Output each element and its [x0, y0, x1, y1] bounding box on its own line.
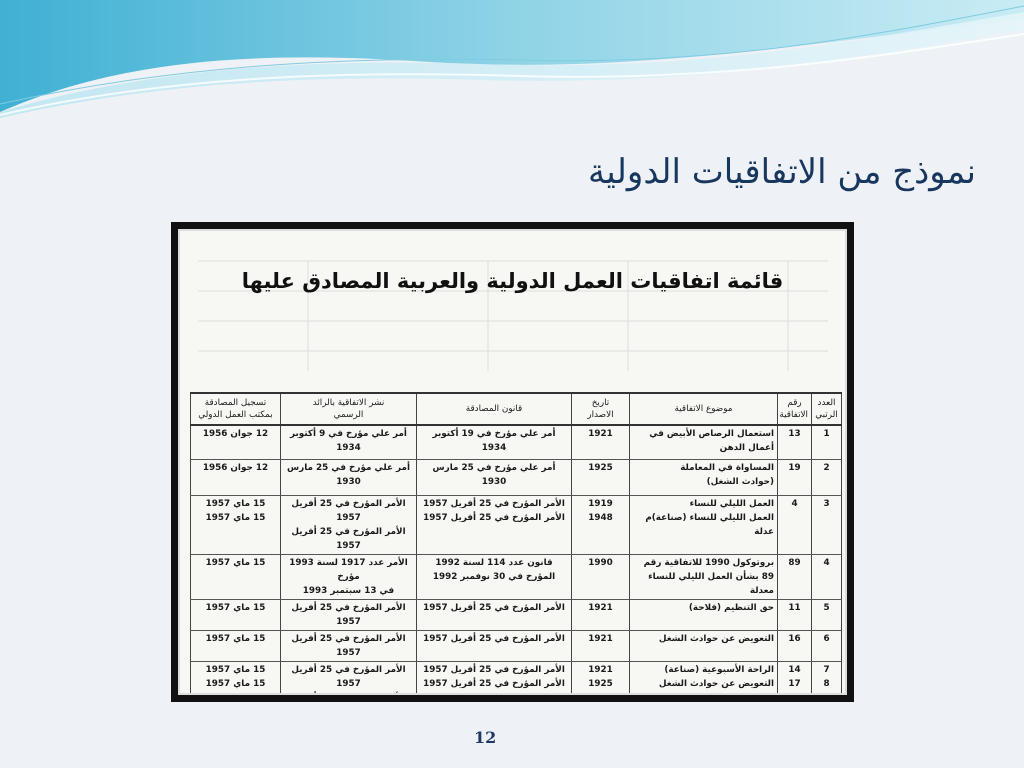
header-issue-date: تاريخ الاصدار — [572, 393, 630, 425]
cell-publication: أمر علي مؤرخ في 9 أكتوبر 1934 — [281, 425, 417, 459]
cell-convention: 11 — [778, 599, 812, 630]
cell-publication: الأمر المؤرخ في 25 أفريل 1957 — [281, 661, 417, 695]
cell-convention: 14 17 — [778, 661, 812, 695]
table-row — [191, 495, 842, 554]
cell-publication: أمر علي مؤرخ في 25 مارس 1930 — [281, 459, 417, 495]
cell-subject: حق التنظيم (فلاحة) — [630, 599, 778, 630]
cell-registration: 15 ماي 1957 — [191, 630, 281, 661]
cell-subject: المساواة في المعاملة (حوادث الشغل) — [630, 459, 778, 495]
cell-serial: 5 — [812, 599, 842, 630]
cell-law: الأمر المؤرخ في 25 أفريل 1957 — [417, 599, 572, 630]
header-registration: تسجيل المصادقة بمكتب العمل الدولي — [191, 393, 281, 425]
cell-subject: العمل الليلي للنساء العمل الليلي للنساء (صناعة)م عدلة — [630, 495, 778, 554]
cell-convention: 89 — [778, 554, 812, 599]
cell-publication: الأمر عدد 1917 لسنة 1993 مؤرخ في 13 سبتمبر 1993 — [281, 554, 417, 599]
cell-serial: 4 — [812, 554, 842, 599]
document-title: قائمة اتفاقيات العمل الدولية والعربية المصادق عليها — [241, 269, 784, 293]
slide-title: نموذج من الاتفاقيات الدولية — [588, 152, 976, 192]
cell-registration: 15 ماي 1957 15 ماي 1957 — [191, 495, 281, 554]
table-row — [191, 661, 842, 695]
table-row — [191, 630, 842, 661]
cell-serial: 1 — [812, 425, 842, 459]
cell-date: 1990 — [572, 554, 630, 599]
header-publication: نشر الاتفاقية بالرائد الرسمي — [281, 393, 417, 425]
cell-registration: 15 ماي 1957 15 ماي 1957 — [191, 661, 281, 695]
cell-convention: 4 — [778, 495, 812, 554]
table-row — [191, 554, 842, 599]
cell-date: 1919 1948 — [572, 495, 630, 554]
table-header-row — [191, 393, 842, 425]
header-ratification-law: قانون المصادقة — [417, 393, 572, 425]
cell-date: 1925 — [572, 459, 630, 495]
header-wave-decoration — [0, 0, 1024, 130]
cell-publication: الأمر المؤرخ في 25 أفريل 1957 الأمر المؤرخ في 25 أفريل 1957 — [281, 495, 417, 554]
cell-law: أمر علي مؤرخ في 25 مارس 1930 — [417, 459, 572, 495]
cell-subject: الراحة الأسبوعية (صناعة) التعويض عن حوادث الشغل — [630, 661, 778, 695]
cell-subject: استعمال الرصاص الأبيض في أعمال الدهن — [630, 425, 778, 459]
conventions-table — [190, 392, 842, 695]
cell-registration: 15 ماي 1957 — [191, 599, 281, 630]
page-number: 12 — [474, 728, 497, 747]
header-subject: موضوع الاتفاقية — [630, 393, 778, 425]
cell-serial: 3 — [812, 495, 842, 554]
cell-law: أمر علي مؤرخ في 19 أكتوبر 1934 — [417, 425, 572, 459]
cell-law: الأمر المؤرخ في 25 أفريل 1957 الأمر المؤرخ في 25 أفريل 1957 — [417, 661, 572, 695]
cell-registration: 12 جوان 1956 — [191, 459, 281, 495]
cell-convention: 16 — [778, 630, 812, 661]
header-convention-number: رقم الاتفاقية — [778, 393, 812, 425]
cell-serial: 2 — [812, 459, 842, 495]
cell-registration: 15 ماي 1957 — [191, 554, 281, 599]
cell-date: 1921 — [572, 630, 630, 661]
cell-date: 1921 — [572, 425, 630, 459]
cell-subject: بروتوكول 1990 للاتفاقية رقم 89 بشأن العمل الليلي للنساء معدلة — [630, 554, 778, 599]
table-row — [191, 425, 842, 459]
cell-law: قانون عدد 114 لسنة 1992 المؤرخ في 30 نوفمبر 1992 — [417, 554, 572, 599]
document-image-frame — [171, 222, 854, 702]
cell-serial: 7 8 — [812, 661, 842, 695]
cell-law: الأمر المؤرخ في 25 أفريل 1957 الأمر المؤرخ في 25 أفريل 1957 — [417, 495, 572, 554]
scanned-document — [178, 229, 847, 695]
table-row — [191, 459, 842, 495]
table-row — [191, 599, 842, 630]
cell-publication: الأمر المؤرخ في 25 أفريل 1957 — [281, 630, 417, 661]
cell-convention: 19 — [778, 459, 812, 495]
cell-subject: التعويض عن حوادث الشغل — [630, 630, 778, 661]
cell-registration: 12 جوان 1956 — [191, 425, 281, 459]
header-serial: العدد الرتبي — [812, 393, 842, 425]
cell-convention: 13 — [778, 425, 812, 459]
cell-serial: 6 — [812, 630, 842, 661]
cell-date: 1921 — [572, 599, 630, 630]
cell-law: الأمر المؤرخ في 25 أفريل 1957 — [417, 630, 572, 661]
cell-publication: الأمر المؤرخ في 25 أفريل 1957 — [281, 599, 417, 630]
cell-date: 1921 1925 — [572, 661, 630, 695]
